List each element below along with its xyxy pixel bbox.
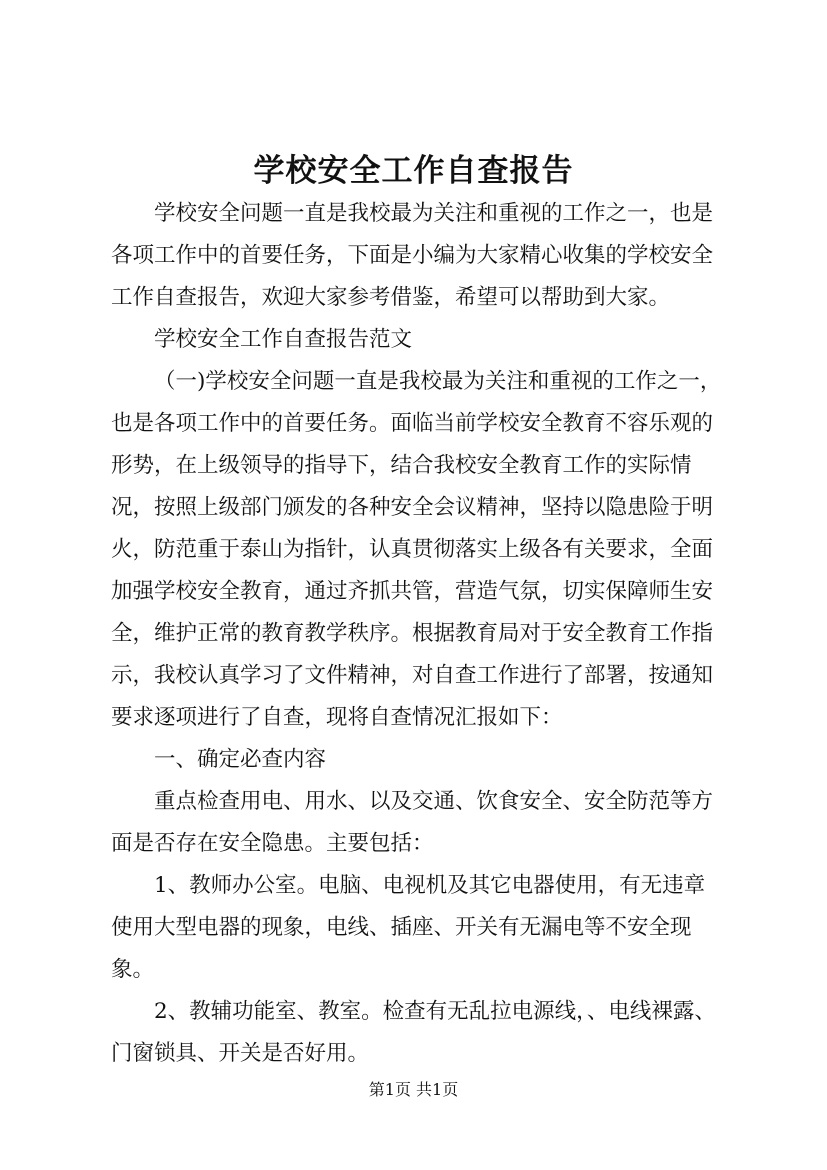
main-paragraph: （一)学校安全问题一直是我校最为关注和重视的工作之一，也是各项工作中的首要任务。面临当前学校安全教育不容乐观的形势，在上级领导的指导下，结合我校安全教育工作的实际情况，按照上级部门颁发的各种安全会议精神，坚持以隐患险于明火，防范重于泰山为指针，认真贯彻落实上级各有关要求，全面加强学校安全教育，通过齐抓共管，营造气氛，切实保障师生安全，维护正常的教育教学秩序。根据教育局对于安全教育工作指示，我校认真学习了文件精神，对自查工作进行了部署，按通知要求逐项进行了自查，现将自查情况汇报如下：: [111, 369, 722, 730]
check-scope-paragraph: 重点检查用电、用水、以及交通、饮食安全、安全防范等方面是否存在安全隐患。主要包括：: [111, 789, 714, 856]
intro-paragraph: 学校安全问题一直是我校最为关注和重视的工作之一，也是各项工作中的首要任务，下面是小编为大家精心收集的学校安全工作自查报告，欢迎大家参考借鉴，希望可以帮助到大家。: [111, 201, 714, 310]
document-title: 学校安全工作自查报告: [253, 153, 574, 189]
document-body: [111, 193, 723, 1075]
subsection-heading: 一、确定必查内容: [154, 747, 327, 772]
section-heading: 学校安全工作自查报告范文: [154, 327, 413, 352]
page-footer: 第1页 共1页: [368, 1080, 459, 1099]
list-item-1: 1、教师办公室。电脑、电视机及其它电器使用，有无违章使用大型电器的现象，电线、插座、开关有无漏电等不安全现象。: [111, 873, 706, 982]
list-item-2: 2、教辅功能室、教室。检查有无乱拉电源线，、电线裸露、门窗锁具、开关是否好用。: [111, 999, 716, 1066]
